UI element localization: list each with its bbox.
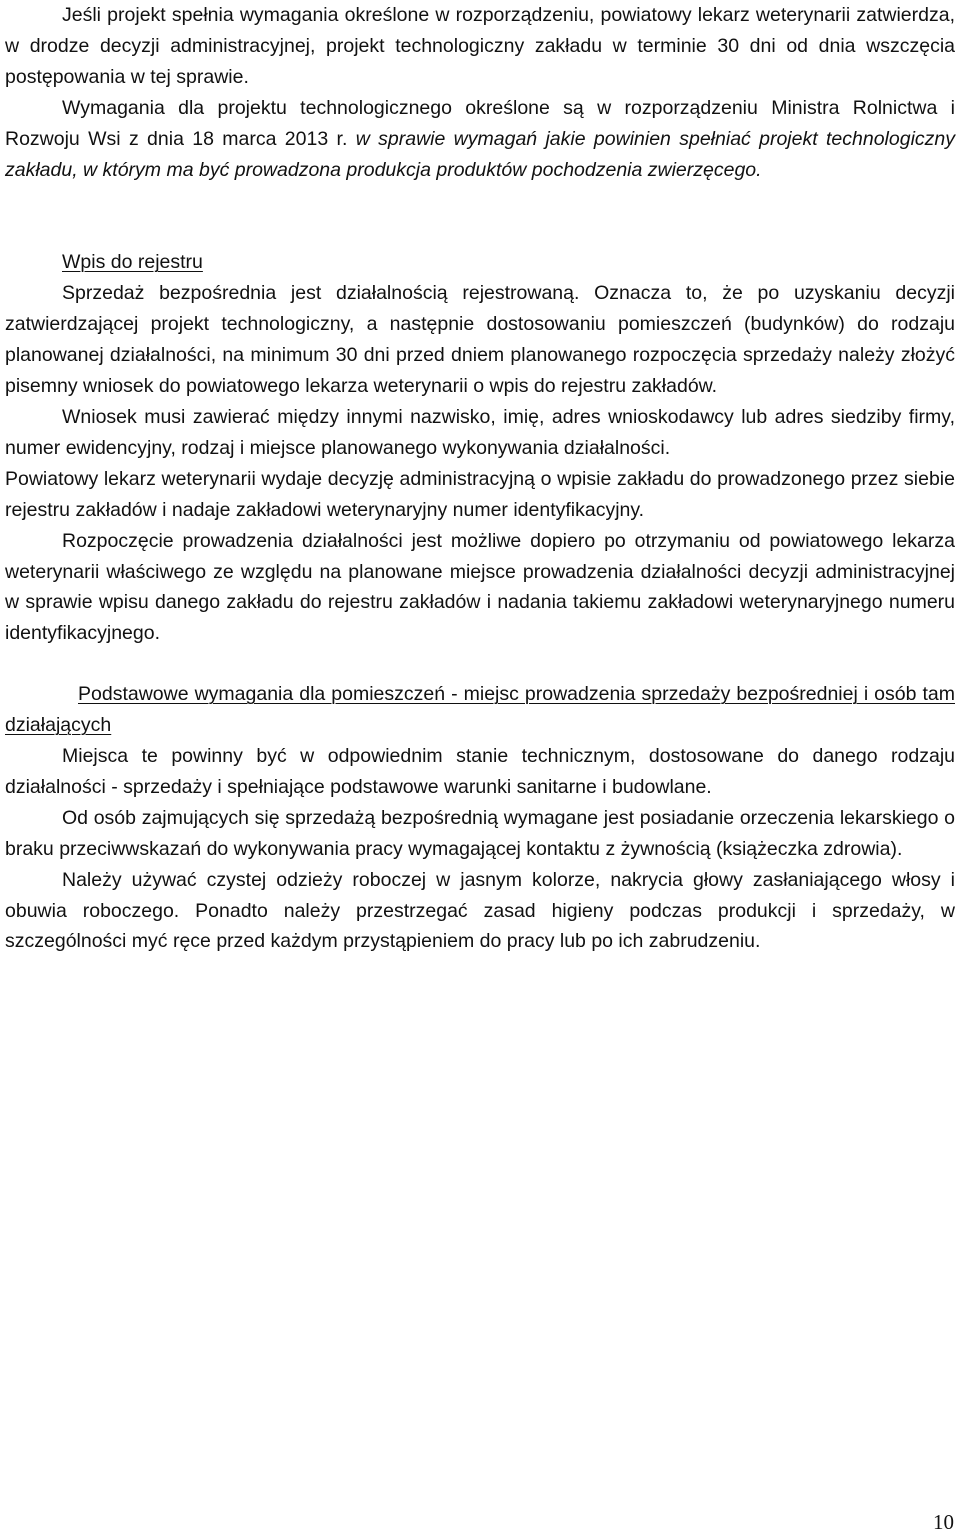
section-heading-registry-text: Wpis do rejestru [62, 251, 203, 274]
paragraph-application-contents-text: Wniosek musi zawierać między innymi nazwisko, imię, adres wnioskodawcy lub adres siedziby firmy, numer ewidencyjny, rodzaj i miejsce planowanego wykonywania działalności. [5, 405, 955, 459]
paragraph-approval [5, 0, 955, 93]
requirements-text: Wymagania dla projektu technologicznego określone są w rozporządzeniu Ministra Rolnictwa i Rozwoju Wsi z dnia 18 marca 2013 r. [5, 96, 955, 150]
paragraph-health-certificate-text: Od osób zajmujących się sprzedażą bezpośrednią wymagane jest posiadanie orzeczenia lekarskiego o braku przeciwwskazań do wykonywania pracy wymagającej kontaktu z żywnością (książeczka zdrowia). [5, 806, 955, 860]
document-page [5, 0, 955, 957]
regulation-title: w sprawie wymagań jakie powinien spełniać projekt technologiczny zakładu, w którym ma być prowadzona produkcja produktów pochodzenia zwierzęcego. [5, 127, 955, 181]
paragraph-vet-decision [5, 464, 955, 526]
paragraph-approval-text: Jeśli projekt spełnia wymagania określone w rozporządzeniu, powiatowy lekarz weterynarii zatwierdza, w drodze decyzji administracyjnej, projekt technologiczny zakładu w terminie 30 dni od dnia wszczęcia postępowania w tej sprawie. [5, 4, 955, 88]
paragraph-health-certificate [5, 803, 955, 865]
page-number: 10 [933, 1510, 954, 1534]
paragraph-premises-condition-text: Miejsca te powinny być w odpowiednim stanie technicznym, dostosowane do danego rodzaju działalności - sprzedaży i spełniające podstawowe warunki sanitarne i budowlane. [5, 745, 955, 798]
paragraph-registered-activity [5, 278, 955, 402]
section-heading-premises-text: Podstawowe wymagania dla pomieszczeń - miejsc prowadzenia sprzedaży bezpośredniej i osób tam działających [5, 683, 955, 737]
paragraph-application-contents [5, 402, 955, 464]
paragraph-start-activity-text: Rozpoczęcie prowadzenia działalności jest możliwe dopiero po otrzymaniu od powiatowego lekarza weterynarii właściwego ze względu na planowane miejsce prowadzenia działalności decyzji administracyjnej w sprawie wpisu danego zakładu do rejestru zakładów i nadania takiemu zakładowi weterynaryjnego numeru identyfikacyjnego. [5, 529, 955, 645]
paragraph-registered-activity-text: Sprzedaż bezpośrednia jest działalnością rejestrowaną. Oznacza to, że po uzyskaniu decyzji zatwierdzającej projekt technologiczny, a następnie dostosowaniu pomieszczeń (budynków) do rodzaju planowanej działalności, na minimum 30 dni przed dniem planowanego rozpoczęcia sprzedaży należy złożyć pisemny wniosek do powiatowego lekarza weterynarii o wpis do rejestru zakładów. [5, 282, 955, 398]
paragraph-hygiene-text: Należy używać czystej odzieży roboczej w jasnym kolorze, nakrycia głowy zasłaniającego włosy i obuwia roboczego. Ponadto należy przestrzegać zasad higieny podczas produkcji i sprzedaży, w szczególności myć ręce przed każdym przystąpieniem do pracy lub po ich zabrudzeniu. [5, 868, 955, 953]
section-heading-premises [5, 679, 955, 741]
paragraph-hygiene [5, 865, 955, 958]
paragraph-vet-decision-text: Powiatowy lekarz weterynarii wydaje decyzję administracyjną o wpisie zakładu do prowadzonego przez siebie rejestru zakładów i nadaje zakładowi weterynaryjny numer identyfikacyjny. [5, 467, 955, 521]
section-heading-registry [5, 247, 955, 278]
paragraph-premises-condition [5, 741, 955, 803]
paragraph-requirements [5, 93, 955, 186]
paragraph-start-activity [5, 526, 955, 650]
